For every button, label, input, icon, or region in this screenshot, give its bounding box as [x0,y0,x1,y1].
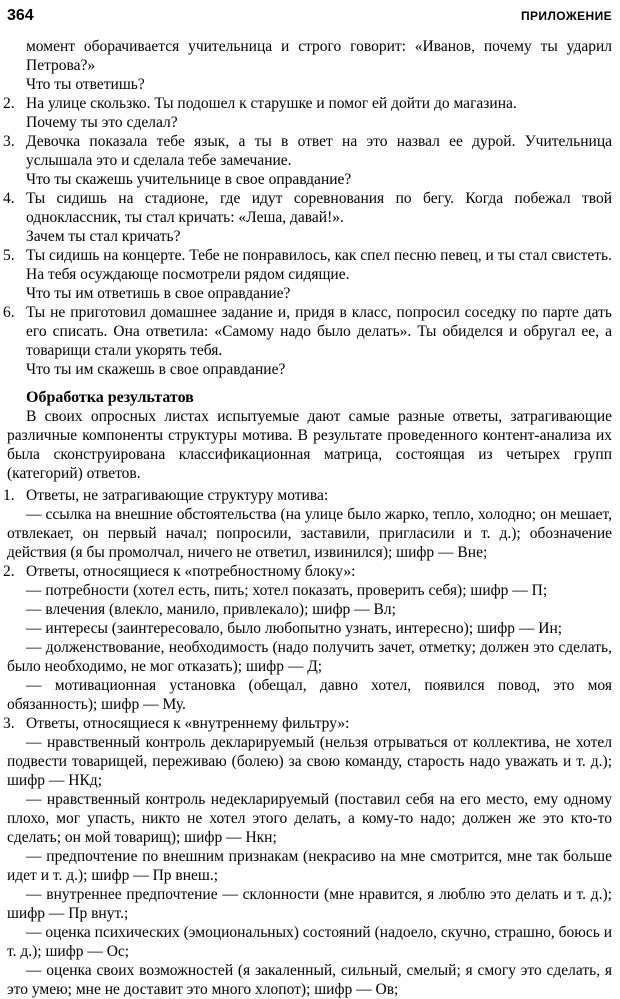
category-item [3,486,612,562]
situation-text: Ты сидишь на стадионе, где идут соревнования по бегу. Когда побежал твой одноклассник, ты стал кричать: «Леша, давай!». [26,190,612,226]
category-item [3,714,612,999]
category-entry: — ссылка на внешние обстоятельства (на улице было жарко, тепло, холодно; он мешает, отвлекает, он первый начал; попросили, заставили, пригласили и т. д.); обозначение действия (я бы промолчал, ничего не ответил, извинился); шифр — Вне; [7,506,612,561]
categories-list [3,486,612,999]
list-item-number: 6. [3,304,15,321]
list-item [3,132,612,189]
page-number: 364 [7,7,34,24]
category-number: 3. [3,715,15,732]
category-title: Ответы, относящиеся к «потребностному блоку»: [26,563,356,580]
list-item [3,94,612,132]
category-entry: — долженствование, необходимость (надо получить зачет, отметку; должен это сделать, было необходимо, не мог отказать); шифр — Д; [7,639,612,675]
situation-text: Девочка показала тебе язык, а ты в ответ на это назвал ее дурой. Учительница услышала это и сделала тебе замечание. [26,133,612,169]
category-title-row [3,714,612,733]
situation-question: Что ты скажешь учительнице в свое оправдание? [26,171,352,188]
situations-list [3,37,612,379]
page-body [3,37,612,999]
list-item-number: 5. [3,247,15,264]
category-title: Ответы, относящиеся к «внутреннему фильтру»: [26,715,350,732]
situation-text: На улице скользко. Ты подошел к старушке и помог ей дойти до магазина. [26,95,517,112]
list-item-number: 2. [3,95,15,112]
situation-question: Зачем ты стал кричать? [26,228,181,245]
page-header [7,6,612,26]
category-entry: — потребности (хотел есть, пить; хотел показать, проверить себя); шифр — П; [26,582,548,599]
category-entry: — мотивационная установка (обещал, давно хотел, появился повод, это моя обязанность); шифр — Му. [7,677,612,713]
category-item [3,562,612,714]
category-entry: — оценка психических (эмоциональных) состояний (надоело, скучно, страшно, боюсь и т. д.); шифр — Ос; [7,924,612,960]
category-entry: — предпочтение по внешним признакам (некрасиво на мне смотрится, мне так больше идет и т. д.); шифр — Пр внеш.; [7,848,612,884]
situation-question: Что ты ответишь? [26,76,145,93]
category-entry: — внутреннее предпочтение — склонности (мне нравится, я люблю это делать и т. д.); шифр — Пр внут.; [7,886,612,922]
situation-question: Что ты им скажешь в свое оправдание? [26,361,286,378]
category-title: Ответы, не затрагивающие структуру мотива: [26,487,329,504]
list-item [3,246,612,303]
category-title-row [3,486,612,505]
category-entry: — интересы (заинтересовало, было любопытно узнать, интересно); шифр — Ин; [26,620,563,637]
category-number: 2. [3,563,15,580]
category-entry: — оценка своих возможностей (я закаленный, сильный, смелый; я смогу это сделать, я это умею; мне не доставит это много хлопот); шифр — Ов; [7,962,612,998]
list-item-number: 3. [3,133,15,150]
situation-text: Ты сидишь на концерте. Тебе не понравилось, как спел песню певец, и ты стал свистеть. На тебя осуждающе посмотрели рядом сидящие. [26,247,612,283]
category-entry: — нравственный контроль недекларируемый (поставил себя на его место, ему одному плохо, мог упасть, никто не хотел этого делать, а кому-то надо; должен же это кто-то сделать; он мой товарищ); шифр — Нкн; [7,791,612,846]
running-title: ПРИЛОЖЕНИЕ [521,9,612,23]
category-entry: — нравственный контроль декларируемый (нельзя отрываться от коллектива, не хотел подвести товарищей, переживаю (болею) за свою команду, старость надо уважать и т. д.); шифр — НКд; [7,734,612,789]
intro-paragraph: В своих опросных листах испытуемые дают самые разные ответы, затрагивающие различные компоненты структуры мотива. В результате проведенного контент-анализа их была сконструирована классификационная матрица, состоящая из четырех групп (категорий) ответов. [7,408,612,482]
list-item [3,303,612,379]
category-entry: — влечения (влекло, манило, привлекало); шифр — Вл; [26,601,396,618]
list-item [3,189,612,246]
section-heading: Обработка результатов [26,389,194,406]
category-title-row [3,562,612,581]
category-number: 1. [3,487,15,504]
situation-question: Что ты им ответишь в свое оправдание? [26,285,291,302]
situation-question: Почему ты это сделал? [26,114,178,131]
list-item-continuation [7,37,612,94]
situation-text: момент оборачивается учительница и строго говорит: «Иванов, почему ты ударил Петрова?» [26,38,612,74]
situation-text: Ты не приготовил домашнее задание и, придя в класс, попросил соседку по парте дать его списать. Она ответила: «Самому надо было делать». Ты обиделся и обругал ее, а товарищи стали укорять тебя. [26,304,612,359]
list-item-number: 4. [3,190,15,207]
